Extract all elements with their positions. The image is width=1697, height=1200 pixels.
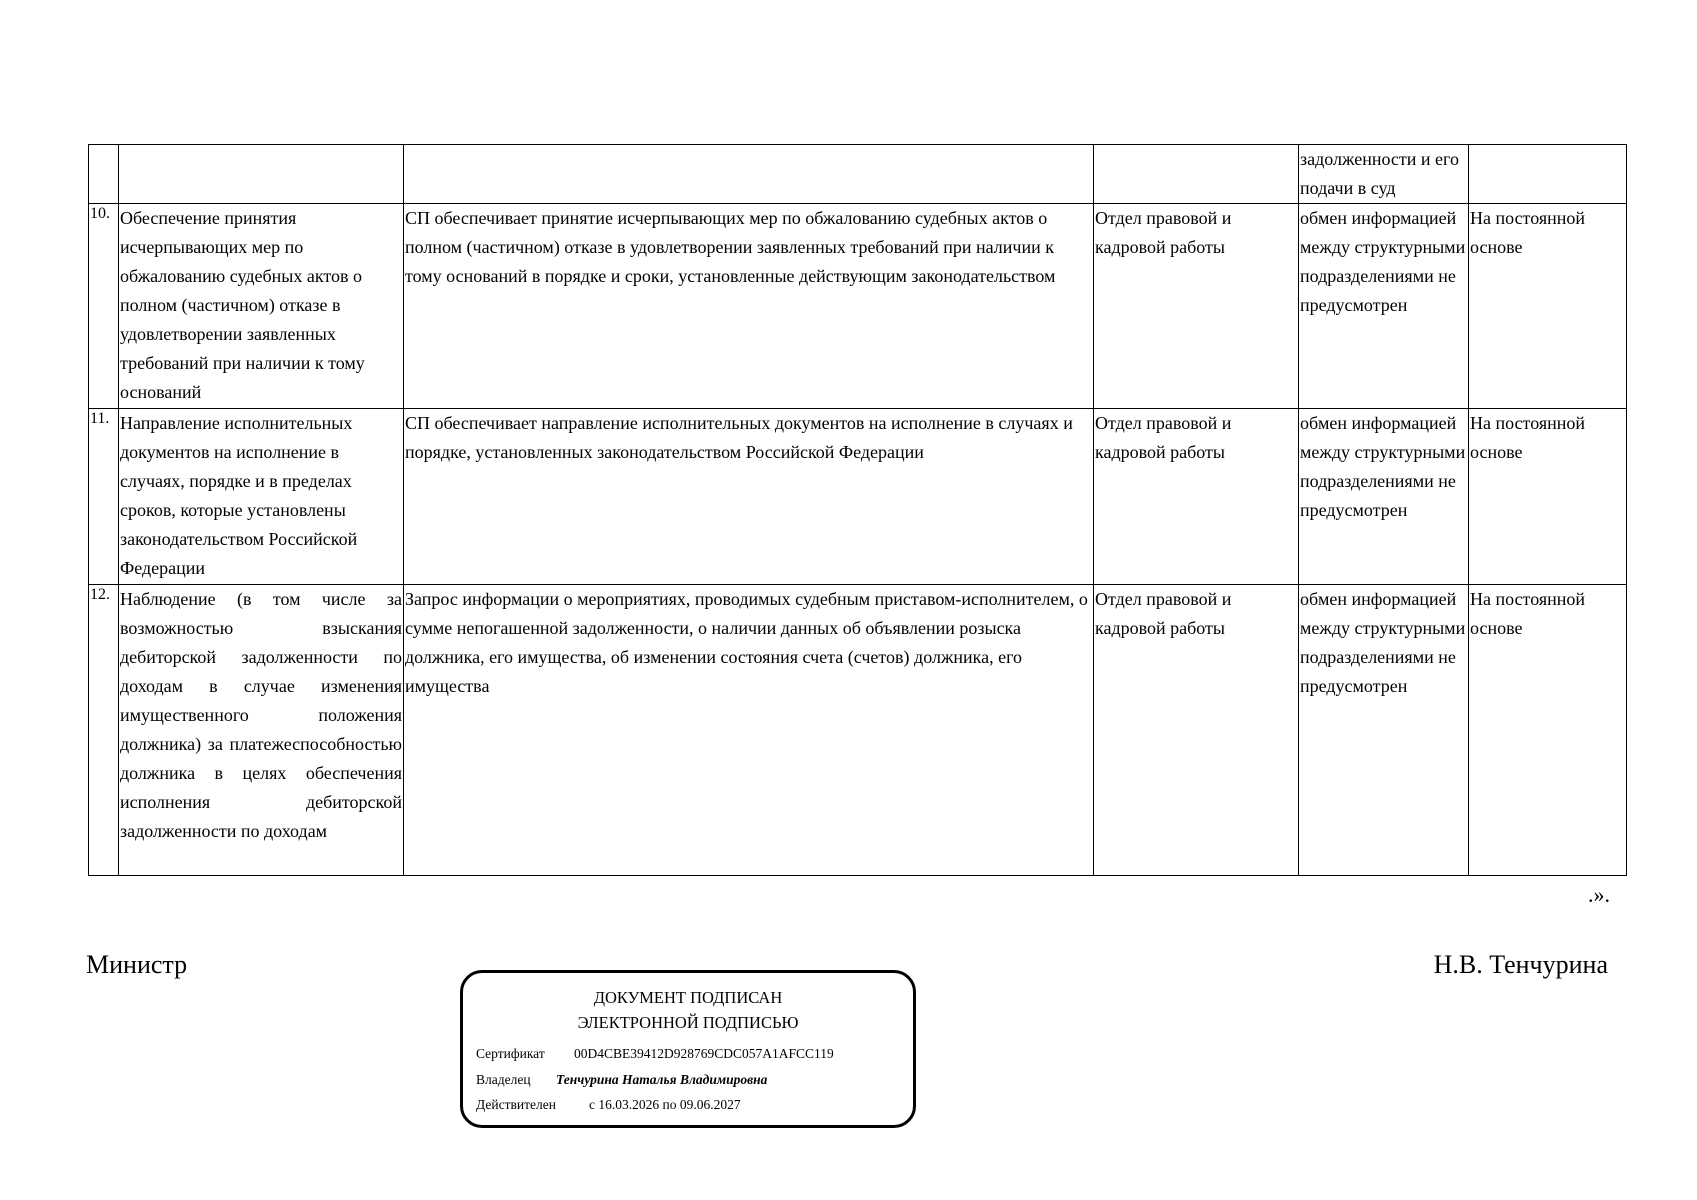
cell-department — [1094, 145, 1299, 204]
cell-department: Отдел правовой и кадровой работы — [1094, 585, 1299, 876]
cell-deadline: На постоянной основе — [1469, 204, 1627, 409]
cell-number: 11. — [89, 409, 119, 585]
cell-number — [89, 145, 119, 204]
stamp-certificate — [476, 1046, 834, 1062]
stamp-title — [463, 985, 913, 1035]
cell-action: Направление исполнительных документов на исполнение в случаях, порядке и в пределах сроков, которые установлены законодательством Российской Федерации — [119, 409, 404, 585]
cell-department: Отдел правовой и кадровой работы — [1094, 409, 1299, 585]
stamp-title-line: ДОКУМЕНТ ПОДПИСАН — [593, 988, 783, 1007]
cell-number: 12. — [89, 585, 119, 876]
cell-exchange: обмен информацией между структурными подразделениями не предусмотрен — [1299, 585, 1469, 876]
stamp-certificate-label: Сертификат — [476, 1046, 545, 1061]
closing-quote: .». — [1588, 882, 1610, 907]
measures-table — [88, 144, 1627, 876]
cell-exchange: задолженности и его подачи в суд — [1299, 145, 1469, 204]
cell-action — [119, 145, 404, 204]
stamp-owner-value: Тенчурина Наталья Владимировна — [556, 1072, 768, 1087]
cell-deadline: На постоянной основе — [1469, 409, 1627, 585]
cell-exchange: обмен информацией между структурными подразделениями не предусмотрен — [1299, 204, 1469, 409]
table-row — [89, 585, 1627, 876]
stamp-title-line: ЭЛЕКТРОННОЙ ПОДПИСЬЮ — [577, 1013, 799, 1032]
cell-action: Обеспечение принятия исчерпывающих мер по обжалованию судебных актов о полном (частичном) отказе в удовлетворении заявленных требований при наличии к тому оснований — [119, 204, 404, 409]
table-row — [89, 409, 1627, 585]
stamp-validity-label: Действителен — [476, 1097, 556, 1112]
signer-position: Министр — [86, 950, 188, 979]
stamp-owner-label: Владелец — [476, 1072, 531, 1087]
stamp-validity — [476, 1097, 741, 1113]
table-row-continuation — [89, 145, 1627, 204]
cell-description: СП обеспечивает направление исполнительных документов на исполнение в случаях и порядке, установленных законодательством Российской Федерации — [404, 409, 1094, 585]
cell-description — [404, 145, 1094, 204]
stamp-validity-value: с 16.03.2026 по 09.06.2027 — [589, 1097, 741, 1112]
cell-action: Наблюдение (в том числе за возможностью взыскания дебиторской задолженности по доходам в случае изменения имущественного положения должника) за платежеспособностью должника в целях обеспечения исполнения дебиторской задолженности по доходам — [119, 585, 404, 876]
cell-description: Запрос информации о мероприятиях, проводимых судебным приставом-исполнителем, о сумме непогашенной задолженности, о наличии данных об объявлении розыска должника, его имущества, об изменении состояния счета (счетов) должника, его имущества — [404, 585, 1094, 876]
stamp-certificate-value: 00D4CBE39412D928769CDC057A1AFCC119 — [574, 1046, 834, 1061]
cell-deadline: На постоянной основе — [1469, 585, 1627, 876]
cell-deadline — [1469, 145, 1627, 204]
signer-name: Н.В. Тенчурина — [1433, 950, 1608, 979]
cell-exchange: обмен информацией между структурными подразделениями не предусмотрен — [1299, 409, 1469, 585]
electronic-signature-stamp — [460, 970, 916, 1128]
cell-number: 10. — [89, 204, 119, 409]
cell-description: СП обеспечивает принятие исчерпывающих мер по обжалованию судебных актов о полном (частичном) отказе в удовлетворении заявленных требований при наличии к тому оснований в порядке и сроки, установленные действующим законодательством — [404, 204, 1094, 409]
cell-department: Отдел правовой и кадровой работы — [1094, 204, 1299, 409]
stamp-owner — [476, 1072, 767, 1088]
table-row — [89, 204, 1627, 409]
